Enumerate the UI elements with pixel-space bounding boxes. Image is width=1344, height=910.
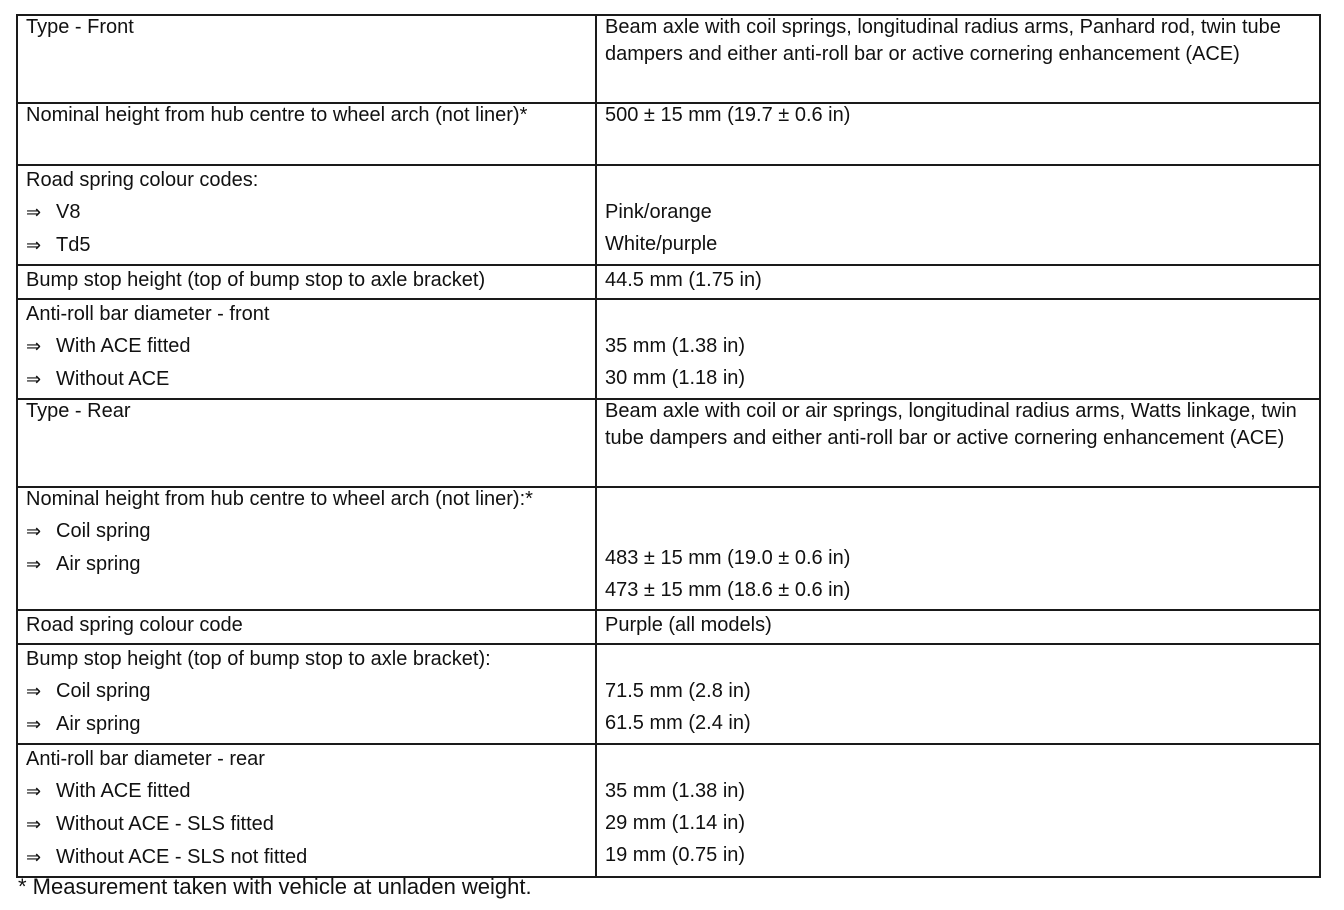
table-row (17, 744, 1320, 877)
spec-label: Road spring colour code (26, 614, 243, 636)
arrow-right-icon: ⇒ (26, 814, 42, 835)
table-row (17, 644, 1320, 744)
spec-label: Type - Front (26, 16, 134, 38)
table-row (17, 487, 1320, 610)
spec-value: 500 ± 15 mm (19.7 ± 0.6 in) (605, 104, 851, 126)
arrow-right-icon: ⇒ (26, 369, 42, 390)
arrow-right-icon: ⇒ (26, 336, 42, 357)
spec-value (605, 643, 1313, 675)
spec-value (605, 486, 1313, 542)
spec-value-cell (596, 103, 1320, 165)
spec-label-cell (17, 744, 596, 877)
table-row (17, 299, 1320, 399)
spec-value: 30 mm (1.18 in) (605, 367, 746, 389)
spec-label-cell (17, 165, 596, 265)
spec-value: Purple (all models) (605, 614, 772, 636)
spec-label-cell (17, 487, 596, 610)
spec-value: Beam axle with coil springs, longitudinal radius arms, Panhard rod, twin tube dampers and either anti-roll bar or active cornering enhancement (ACE) (605, 16, 1281, 65)
arrow-right-icon: ⇒ (26, 847, 42, 868)
spec-value-cell (596, 15, 1320, 103)
spec-value-cell (596, 165, 1320, 265)
spec-sub-item: ⇒ With ACE fitted (26, 775, 589, 808)
spec-sub-item: ⇒ Without ACE (26, 363, 589, 396)
spec-sub-item: ⇒ Air spring (26, 708, 589, 741)
spec-label: Anti-roll bar diameter - front (26, 303, 270, 325)
spec-value: 29 mm (1.14 in) (605, 812, 746, 834)
spec-label: Bump stop height (top of bump stop to axle bracket) (26, 269, 486, 291)
spec-sub-item: ⇒ With ACE fitted (26, 330, 589, 363)
spec-value: 44.5 mm (1.75 in) (605, 269, 762, 291)
spec-value-cell (596, 265, 1320, 299)
spec-value-cell (596, 644, 1320, 744)
spec-value (605, 298, 1313, 330)
spec-sub-item: ⇒ Coil spring (26, 675, 589, 708)
spec-sub-item: ⇒ Without ACE - SLS fitted (26, 808, 589, 841)
spec-sub-item: ⇒ Coil spring (26, 515, 589, 548)
spec-label-cell (17, 103, 596, 165)
spec-value-cell (596, 610, 1320, 644)
arrow-right-icon: ⇒ (26, 202, 42, 223)
spec-label-cell (17, 15, 596, 103)
spec-value: 19 mm (0.75 in) (605, 844, 746, 866)
spec-value (605, 743, 1313, 775)
spec-label-cell (17, 610, 596, 644)
spec-label: Type - Rear (26, 400, 131, 422)
arrow-right-icon: ⇒ (26, 521, 42, 542)
arrow-right-icon: ⇒ (26, 554, 42, 575)
spec-value-cell (596, 487, 1320, 610)
spec-label-cell (17, 299, 596, 399)
table-row (17, 165, 1320, 265)
footnote: * Measurement taken with vehicle at unladen weight. (18, 874, 532, 899)
spec-value: 71.5 mm (2.8 in) (605, 680, 751, 702)
specification-table (16, 14, 1321, 878)
spec-value: 483 ± 15 mm (19.0 ± 0.6 in) (605, 547, 851, 569)
spec-value: 61.5 mm (2.4 in) (605, 712, 751, 734)
spec-value (605, 164, 1313, 196)
spec-sub-item: ⇒ V8 (26, 196, 589, 229)
table-row (17, 15, 1320, 103)
spec-label-cell (17, 644, 596, 744)
arrow-right-icon: ⇒ (26, 235, 42, 256)
spec-sub-item: ⇒ Without ACE - SLS not fitted (26, 841, 589, 874)
spec-sub-item: ⇒ Td5 (26, 229, 589, 262)
spec-value: 473 ± 15 mm (18.6 ± 0.6 in) (605, 579, 851, 601)
spec-label-cell (17, 399, 596, 487)
spec-label: Road spring colour codes: (26, 169, 259, 191)
spec-label: Bump stop height (top of bump stop to axle bracket): (26, 648, 491, 670)
spec-label: Nominal height from hub centre to wheel arch (not liner):* (26, 488, 533, 510)
spec-value-cell (596, 399, 1320, 487)
spec-value: Pink/orange (605, 201, 712, 223)
spec-label-cell (17, 265, 596, 299)
table-row (17, 103, 1320, 165)
spec-label: Nominal height from hub centre to wheel arch (not liner)* (26, 104, 528, 126)
spec-value: 35 mm (1.38 in) (605, 335, 746, 357)
spec-value: Beam axle with coil or air springs, longitudinal radius arms, Watts linkage, twin tube dampers and either anti-roll bar or active cornering enhancement (ACE) (605, 400, 1297, 449)
spec-value: White/purple (605, 233, 718, 255)
arrow-right-icon: ⇒ (26, 714, 42, 735)
table-row (17, 610, 1320, 644)
table-row (17, 265, 1320, 299)
table-row (17, 399, 1320, 487)
arrow-right-icon: ⇒ (26, 681, 42, 702)
spec-label: Anti-roll bar diameter - rear (26, 748, 265, 770)
spec-value: 35 mm (1.38 in) (605, 780, 746, 802)
spec-value-cell (596, 744, 1320, 877)
spec-value-cell (596, 299, 1320, 399)
spec-sub-item: ⇒ Air spring (26, 548, 589, 581)
arrow-right-icon: ⇒ (26, 781, 42, 802)
